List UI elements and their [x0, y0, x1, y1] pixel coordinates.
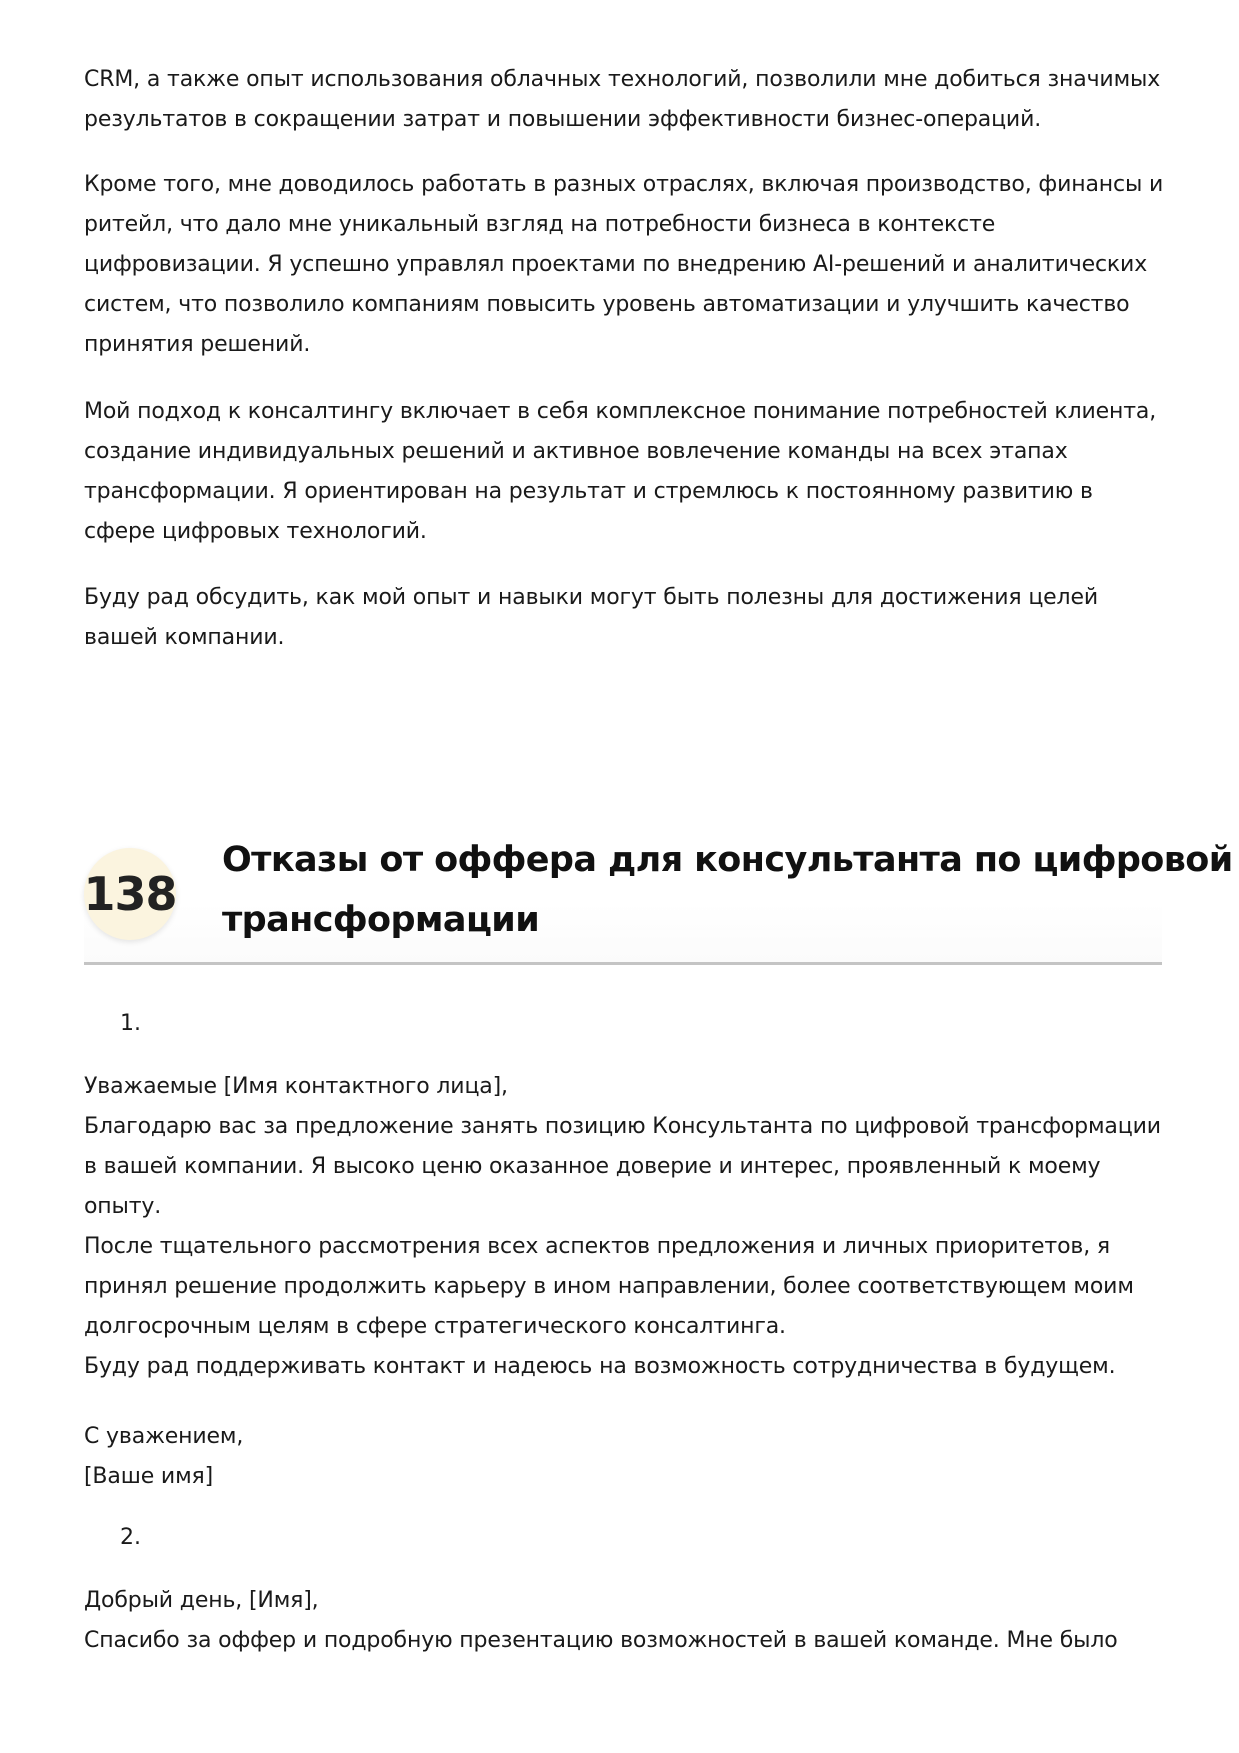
- letter-1-body: [84, 1067, 1161, 1387]
- list-item-number: 2.: [120, 1525, 141, 1550]
- section-heading: [83, 830, 1233, 965]
- text-line: долгосрочным целям в сфере стратегического консалтинга.: [84, 1314, 786, 1339]
- letter-1-signature: [84, 1417, 243, 1497]
- text-line: опыту.: [84, 1194, 162, 1219]
- text-line: Спасибо за оффер и подробную презентацию возможностей в вашей команде. Мне было: [84, 1628, 1118, 1653]
- text-line: принял решение продолжить карьеру в ином направлении, более соответствующем моим: [84, 1274, 1134, 1299]
- list-item-number: 1.: [120, 1011, 141, 1036]
- intro-paragraph-2: [84, 165, 1163, 365]
- text-line: После тщательного рассмотрения всех аспектов предложения и личных приоритетов, я: [84, 1234, 1110, 1259]
- text-line: CRM, а также опыт использования облачных технологий, позволили мне добиться значимых: [84, 67, 1161, 92]
- text-line: Уважаемые [Имя контактного лица],: [84, 1074, 508, 1099]
- text-line: С уважением,: [84, 1424, 244, 1449]
- text-line: Буду рад поддерживать контакт и надеюсь на возможность сотрудничества в будущем.: [84, 1354, 1116, 1379]
- text-line: результатов в сокращении затрат и повышении эффективности бизнес-операций.: [84, 107, 1042, 132]
- text-line: создание индивидуальных решений и активное вовлечение команды на всех этапах: [84, 439, 1068, 464]
- text-line: вашей компании.: [84, 625, 285, 650]
- intro-paragraph-1: [84, 60, 1160, 140]
- text-line: Буду рад обсудить, как мой опыт и навыки могут быть полезны для достижения целей: [84, 585, 1098, 610]
- text-line: Благодарю вас за предложение занять позицию Консультанта по цифровой трансформации: [84, 1114, 1161, 1139]
- section-title: [222, 830, 1233, 950]
- text-line: Добрый день, [Имя],: [84, 1588, 319, 1613]
- text-line: в вашей компании. Я высоко ценю оказанное доверие и интерес, проявленный к моему: [84, 1154, 1101, 1179]
- section-title-line: Отказы от оффера для консультанта по цифровой: [222, 840, 1233, 880]
- text-line: принятия решений.: [84, 332, 311, 357]
- text-line: сфере цифровых технологий.: [84, 519, 427, 544]
- text-line: Кроме того, мне доводилось работать в разных отраслях, включая производство, финансы и: [84, 172, 1164, 197]
- text-line: [Ваше имя]: [84, 1464, 214, 1489]
- intro-paragraph-4: [84, 578, 1098, 658]
- text-line: систем, что позволило компаниям повысить уровень автоматизации и улучшить качество: [84, 292, 1130, 317]
- intro-paragraph-3: [84, 392, 1156, 552]
- section-title-line: трансформации: [222, 900, 540, 940]
- letter-2-body: [84, 1581, 1118, 1661]
- text-line: ритейл, что дало мне уникальный взгляд на потребности бизнеса в контексте: [84, 212, 996, 237]
- text-line: цифровизации. Я успешно управлял проектами по внедрению AI-решений и аналитических: [84, 252, 1148, 277]
- text-line: Мой подход к консалтингу включает в себя комплексное понимание потребностей клиента,: [84, 399, 1157, 424]
- section-number-badge: 138: [84, 848, 176, 940]
- text-line: трансформации. Я ориентирован на результат и стремлюсь к постоянному развитию в: [84, 479, 1093, 504]
